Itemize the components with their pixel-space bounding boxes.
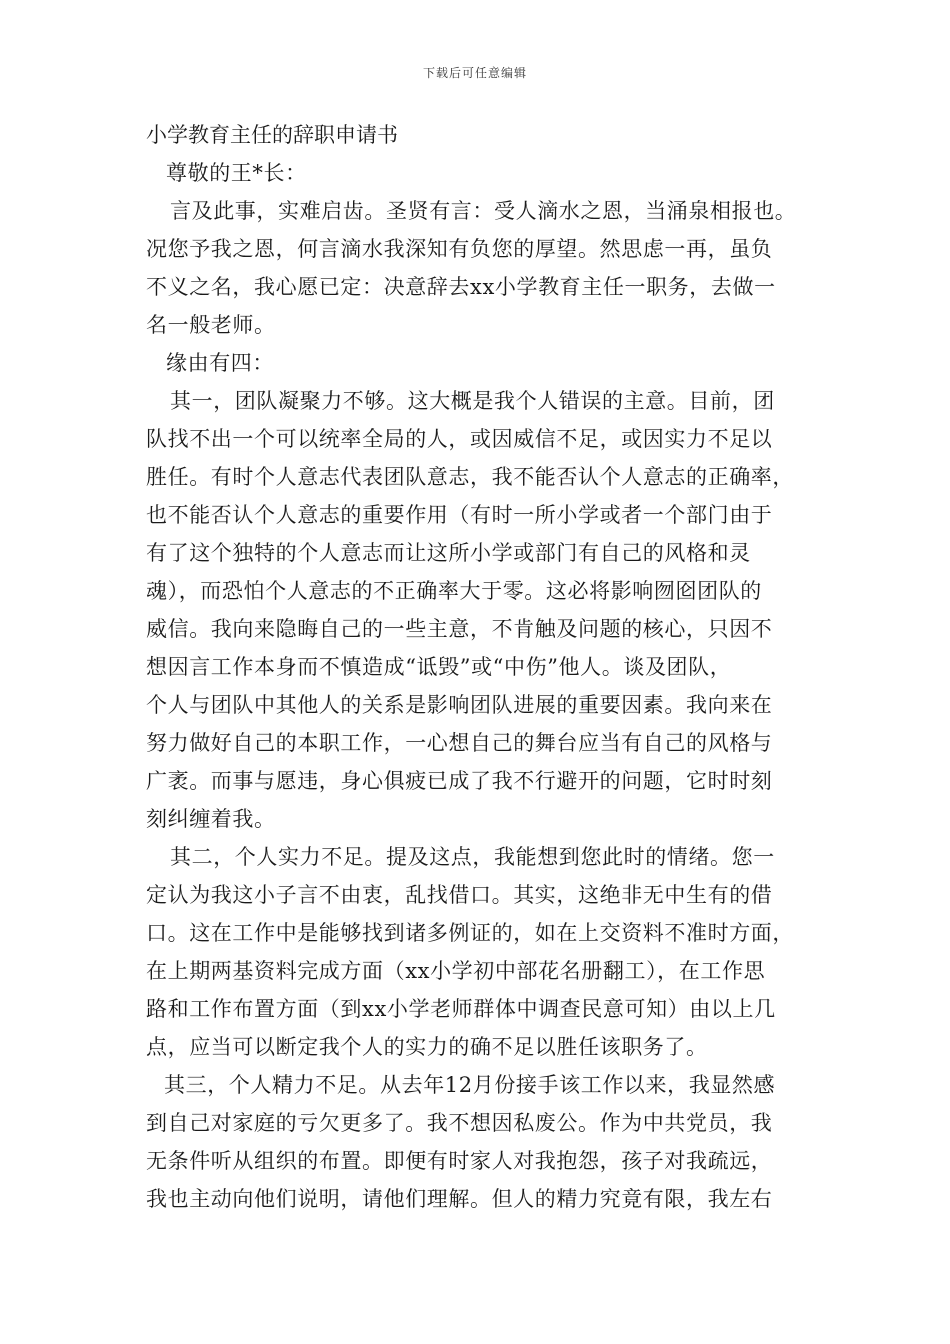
paragraph-line: 其三，个人精力不足。从去年12月份接手该工作以来，我显然感 <box>164 1073 776 1097</box>
paragraph-line: 我也主动向他们说明，请他们理解。但人的精力究竟有限，我左右 <box>146 1187 773 1211</box>
paragraph-line: 其一，团队凝聚力不够。这大概是我个人错误的主意。目前，团 <box>170 389 775 413</box>
paragraph-line: 不义之名，我心愿已定：决意辞去xx小学教育主任一职务，去做一 <box>146 275 776 299</box>
paragraph-line: 也不能否认个人意志的重要作用（有时一所小学或者一个部门由于 <box>146 503 773 527</box>
paragraph-line: 无条件听从组织的布置。即便有时家人对我抱怨，孩子对我疏远， <box>146 1149 773 1173</box>
paragraph-line: 胜任。有时个人意志代表团队意志，我不能否认个人意志的正确率， <box>146 465 794 489</box>
paragraph-line: 威信。我向来隐晦自己的一些主意，不肯触及问题的核心，只因不 <box>146 617 773 641</box>
paragraph-line: 广袤。而事与愿违，身心俱疲已成了我不行避开的问题，它时时刻 <box>146 769 773 793</box>
paragraph-line: 想因言工作本身而不慎造成“诋毁”或“中伤”他人。谈及团队， <box>146 655 732 679</box>
paragraph-line: 队找不出一个可以统率全局的人，或因威信不足，或因实力不足以 <box>146 427 773 451</box>
document-body <box>146 116 806 1218</box>
paragraph-line: 况您予我之恩，何言滴水我深知有负您的厚望。然思虑一再，虽负 <box>146 237 773 261</box>
paragraph-line: 刻纠缠着我。 <box>146 807 276 831</box>
paragraph-line: 点，应当可以断定我个人的实力的确不足以胜任该职务了。 <box>146 1035 708 1059</box>
paragraph-line: 口。这在工作中是能够找到诸多例证的，如在上交资料不准时方面， <box>146 921 794 945</box>
header-note: 下载后可任意编辑 <box>422 66 527 80</box>
paragraph-line: 到自己对家庭的亏欠更多了。我不想因私废公。作为中共党员，我 <box>146 1111 773 1135</box>
paragraph-line: 定认为我这小子言不由衷，乱找借口。其实，这绝非无中生有的借 <box>146 883 773 907</box>
document-title: 小学教育主任的辞职申请书 <box>146 123 398 147</box>
paragraph-line: 言及此事，实难启齿。圣贤有言：受人滴水之恩，当涌泉相报也。 <box>170 199 797 223</box>
paragraph-line: 缘由有四： <box>166 351 274 375</box>
paragraph-line: 路和工作布置方面（到xx小学老师群体中调查民意可知）由以上几 <box>146 997 776 1021</box>
paragraph-line: 其二，个人实力不足。提及这点，我能想到您此时的情绪。您一 <box>170 845 775 869</box>
salutation: 尊敬的王*长： <box>166 161 307 185</box>
paragraph-line: 有了这个独特的个人意志而让这所小学或部门有自己的风格和灵 <box>146 541 751 565</box>
paragraph-line: 努力做好自己的本职工作，一心想自己的舞台应当有自己的风格与 <box>146 731 773 755</box>
paragraph-line: 名一般老师。 <box>146 313 276 337</box>
paragraph-line: 个人与团队中其他人的关系是影响团队进展的重要因素。我向来在 <box>146 693 773 717</box>
paragraph-line: 魂），而恐怕个人意志的不正确率大于零。这必将影响囫囵团队的 <box>146 579 762 603</box>
paragraph-line: 在上期两基资料完成方面（xx小学初中部花名册翻工），在工作思 <box>146 959 766 983</box>
